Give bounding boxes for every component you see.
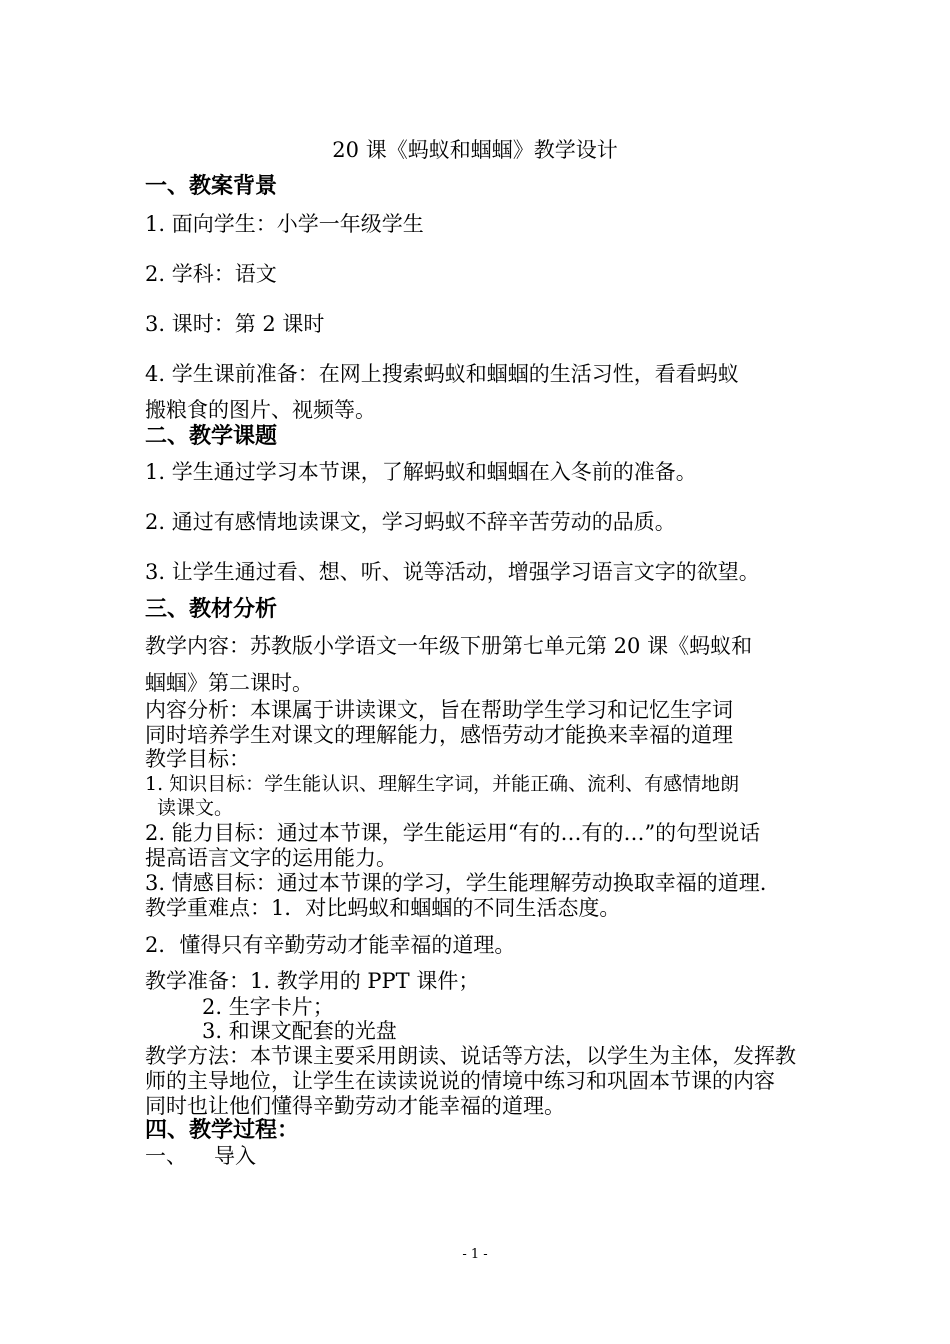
- paragraph: 1. 知识目标：学生能认识、理解生字词，并能正确、流利、有感情地朗: [145, 773, 740, 795]
- subsection-number: 一、: [145, 1144, 187, 1168]
- paragraph: 教学方法：本节课主要采用朗读、说话等方法，以学生为主体，发挥教: [145, 1044, 796, 1068]
- paragraph: 3. 课时：第 2 课时: [145, 312, 325, 336]
- paragraph: 3. 情感目标：通过本节课的学习，学生能理解劳动换取幸福的道理.: [145, 871, 767, 895]
- section-heading-topic: 二、教学课题: [145, 424, 278, 449]
- paragraph: 同时也让他们懂得辛勤劳动才能幸福的道理。: [145, 1094, 565, 1118]
- paragraph: 教学目标：: [145, 747, 250, 771]
- paragraph: 2. 能力目标：通过本节课，学生能运用“有的…有的…”的句型说话: [145, 821, 761, 845]
- paragraph: 3. 让学生通过看、想、听、说等活动，增强学习语言文字的欲望。: [145, 560, 760, 584]
- paragraph: 读课文。: [157, 797, 234, 819]
- paragraph: 2．懂得只有辛勤劳动才能幸福的道理。: [145, 933, 516, 957]
- paragraph: 教学准备：1. 教学用的 PPT 课件；: [145, 969, 480, 993]
- page-number: - 1 -: [462, 1247, 488, 1262]
- paragraph: 蝈蝈》第二课时。: [145, 671, 313, 695]
- section-heading-analysis: 三、教材分析: [145, 597, 278, 622]
- paragraph: 2. 通过有感情地读课文，学习蚂蚁不辞辛苦劳动的品质。: [145, 510, 676, 534]
- paragraph: 教学内容：苏教版小学语文一年级下册第七单元第 20 课《蚂蚁和: [145, 634, 753, 658]
- document-title: 20 课《蚂蚁和蝈蝈》教学设计: [332, 138, 618, 162]
- paragraph: 师的主导地位，让学生在读读说说的情境中练习和巩固本节课的内容: [145, 1069, 775, 1093]
- paragraph: 4. 学生课前准备：在网上搜索蚂蚁和蝈蝈的生活习性，看看蚂蚁: [145, 362, 739, 386]
- section-heading-process: 四、教学过程：: [145, 1118, 300, 1143]
- paragraph: 3. 和课文配套的光盘: [202, 1019, 397, 1043]
- paragraph: 搬粮食的图片、视频等。: [145, 398, 376, 422]
- paragraph: 1. 学生通过学习本节课，了解蚂蚁和蝈蝈在入冬前的准备。: [145, 460, 697, 484]
- paragraph: 1. 面向学生：小学一年级学生: [145, 212, 424, 236]
- paragraph: 同时培养学生对课文的理解能力，感悟劳动才能换来幸福的道理: [145, 723, 733, 747]
- paragraph: 2. 学科：语文: [145, 262, 277, 286]
- paragraph: 2. 生字卡片；: [202, 995, 334, 1019]
- subsection-label: 导入: [214, 1144, 256, 1168]
- paragraph: 教学重难点：1．对比蚂蚁和蝈蝈的不同生活态度。: [145, 896, 621, 920]
- paragraph: 提高语言文字的运用能力。: [145, 846, 397, 870]
- section-heading-background: 一、教案背景: [145, 174, 278, 199]
- paragraph: 内容分析：本课属于讲读课文，旨在帮助学生学习和记忆生字词: [145, 698, 733, 722]
